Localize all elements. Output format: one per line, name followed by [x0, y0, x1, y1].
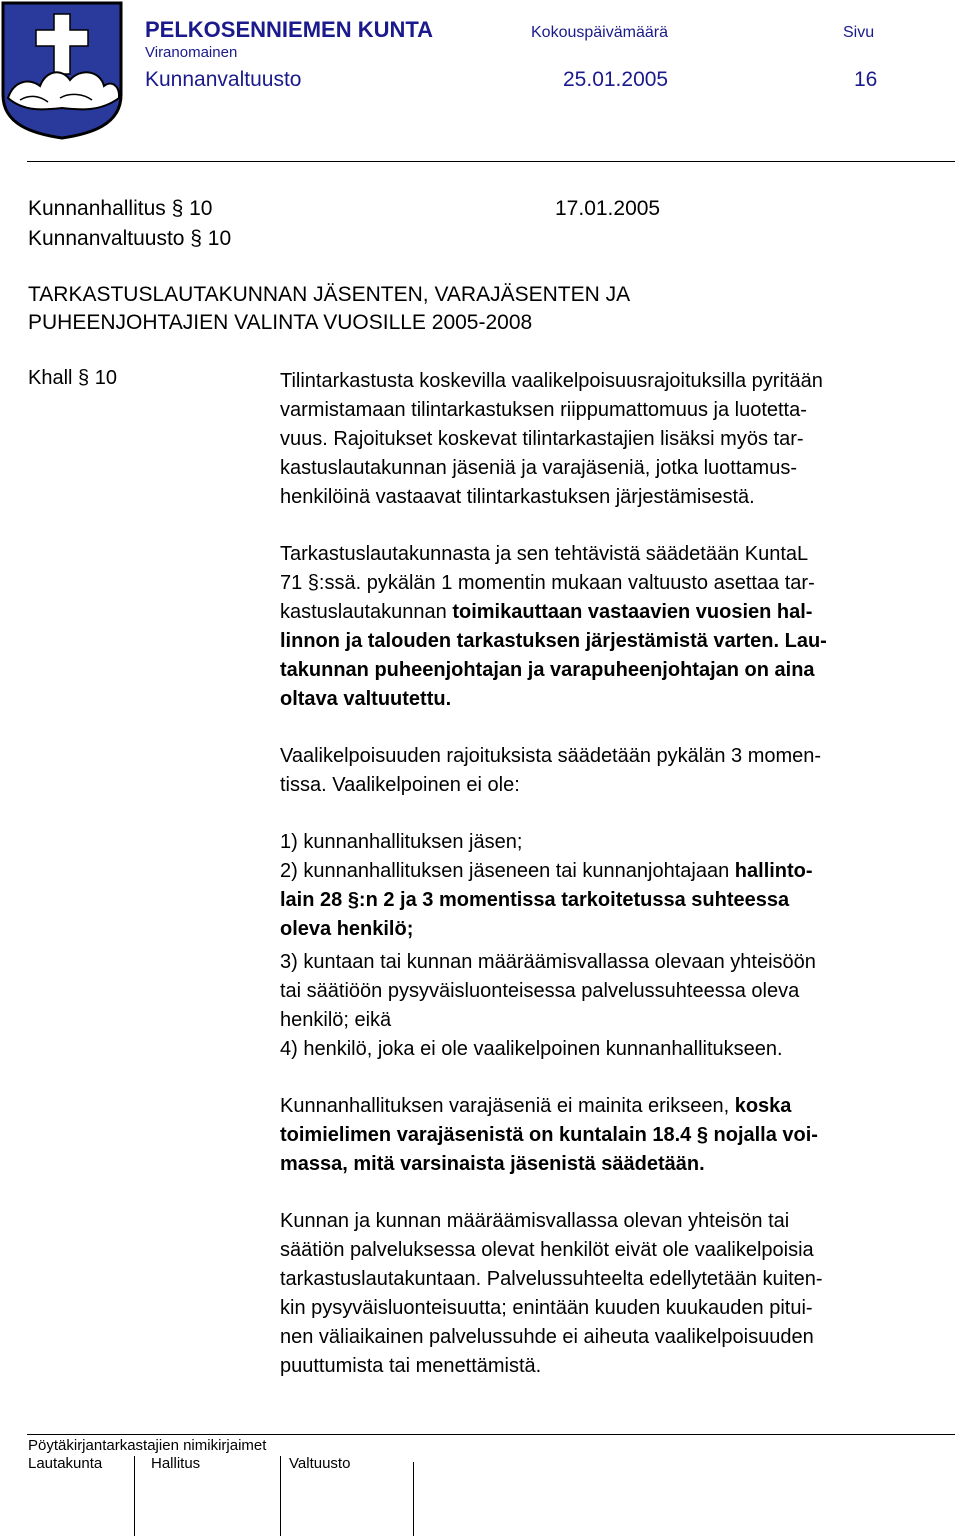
text-line: 1) kunnanhallituksen jäsen;: [280, 831, 523, 853]
authority-value: Kunnanvaltuusto: [145, 68, 302, 91]
municipal-coat-of-arms-icon: [0, 0, 124, 140]
text-line: Tilintarkastusta koskevilla vaalikelpoisuusrajoituksilla pyritään: [280, 370, 823, 392]
header-divider: [27, 161, 955, 162]
text-run: 2) kunnanhallituksen jäseneen tai kunnanjohtajaan: [280, 860, 735, 882]
signature-divider: [134, 1456, 135, 1536]
footer-col-lautakunta: Lautakunta: [28, 1455, 103, 1472]
paragraph-1: [280, 367, 955, 512]
paragraph-5: [280, 1207, 955, 1381]
text-line: tarkastuslautakuntaan. Palvelussuhteelta edellytetään kuiten-: [280, 1268, 823, 1290]
bold-text: toimielimen varajäsenistä on kuntalain 18.4 § nojalla voi-: [280, 1124, 818, 1146]
paragraph-4: [280, 1092, 955, 1179]
page-title-line-1: TARKASTUSLAUTAKUNNAN JÄSENTEN, VARAJÄSENTEN JA: [28, 283, 631, 306]
bold-text: oltava valtuutettu.: [280, 688, 452, 710]
text-line: vuus. Rajoitukset koskevat tilintarkastajien lisäksi myös tar-: [280, 428, 804, 450]
text-line: Kunnan ja kunnan määräämisvallassa olevan yhteisön tai: [280, 1210, 790, 1232]
text-line: [280, 598, 955, 627]
authority-label: Viranomainen: [145, 44, 238, 61]
text-run: Kunnanhallituksen varajäseniä ei mainita erikseen,: [280, 1095, 735, 1117]
reference-kunnanhallitus: Kunnanhallitus § 10: [28, 197, 213, 220]
organization-name: PELKOSENNIEMEN KUNTA: [145, 17, 434, 42]
meeting-date-value: 25.01.2005: [563, 68, 669, 91]
list-item-3: [280, 948, 955, 1035]
bold-text: lain 28 §:n 2 ja 3 momentissa tarkoitetussa suhteessa: [280, 889, 790, 911]
text-line: tissa. Vaalikelpoinen ei ole:: [280, 774, 520, 796]
text-line: [280, 857, 955, 886]
text-line: 4) henkilö, joka ei ole vaalikelpoinen kunnanhallitukseen.: [280, 1038, 783, 1060]
reference-kunnanvaltuusto: Kunnanvaltuusto § 10: [28, 227, 232, 250]
paragraph-2: [280, 540, 955, 714]
bold-text: massa, mitä varsinaista jäsenistä säädetään.: [280, 1153, 705, 1175]
page-label: Sivu: [843, 24, 875, 41]
text-line: kin pysyväisluonteisuutta; enintään kuuden kuukauden pitui-: [280, 1297, 813, 1319]
footer-divider: [27, 1434, 955, 1435]
text-line: puuttumista tai menettämistä.: [280, 1355, 542, 1377]
reference-date: 17.01.2005: [555, 197, 661, 220]
document-body: [280, 367, 955, 1381]
list-item-2: [280, 857, 955, 944]
text-line: varmistamaan tilintarkastuksen riippumattomuus ja luotetta-: [280, 399, 807, 421]
text-line: Vaalikelpoisuuden rajoituksista säädetään pykälän 3 momen-: [280, 745, 822, 767]
text-line: kastuslautakunnan jäseniä ja varajäseniä, jotka luottamus-: [280, 457, 797, 479]
bold-text: hallinto-: [734, 860, 813, 882]
bold-text: koska: [734, 1095, 792, 1117]
text-run: kastuslautakunnan: [280, 601, 453, 623]
signature-divider: [413, 1462, 414, 1536]
footer-col-valtuusto: Valtuusto: [289, 1455, 351, 1472]
paragraph-3: [280, 742, 955, 800]
list-item-4: [280, 1035, 955, 1064]
text-line: 71 §:ssä. pykälän 1 momentin mukaan valtuusto asettaa tar-: [280, 572, 815, 594]
text-line: 3) kuntaan tai kunnan määräämisvallassa olevaan yhteisöön: [280, 951, 816, 973]
meeting-date-label: Kokouspäivämäärä: [531, 24, 668, 41]
text-line: Tarkastuslautakunnasta ja sen tehtävistä säädetään KuntaL: [280, 543, 809, 565]
bold-text: takunnan puheenjohtajan ja varapuheenjohtajan on aina: [280, 659, 815, 681]
page-number: 16: [854, 68, 878, 91]
bold-text: toimikauttaan vastaavien vuosien hal-: [452, 601, 813, 623]
page-title-line-2: PUHEENJOHTAJIEN VALINTA VUOSILLE 2005-2008: [28, 311, 533, 334]
footer-col-hallitus: Hallitus: [151, 1455, 201, 1472]
section-reference: Khall § 10: [28, 367, 117, 389]
text-line: henkilö; eikä: [280, 1009, 392, 1031]
text-line: nen väliaikainen palvelussuhde ei aiheuta vaalikelpoisuuden: [280, 1326, 814, 1348]
text-line: [280, 1092, 955, 1121]
text-line: tai säätiöön pysyväisluonteisessa palvelussuhteessa oleva: [280, 980, 800, 1002]
text-line: säätiön palveluksessa olevat henkilöt eivät ole vaalikelpoisia: [280, 1239, 814, 1261]
list-item-1: [280, 828, 955, 857]
signature-divider: [280, 1456, 281, 1536]
text-line: henkilöinä vastaavat tilintarkastuksen järjestämisestä.: [280, 486, 755, 508]
footer-heading: Pöytäkirjantarkastajien nimikirjaimet: [28, 1437, 267, 1454]
bold-text: oleva henkilö;: [280, 918, 414, 940]
coat-of-arms: [0, 0, 124, 145]
bold-text: linnon ja talouden tarkastuksen järjestämistä varten. Lau-: [280, 630, 827, 652]
